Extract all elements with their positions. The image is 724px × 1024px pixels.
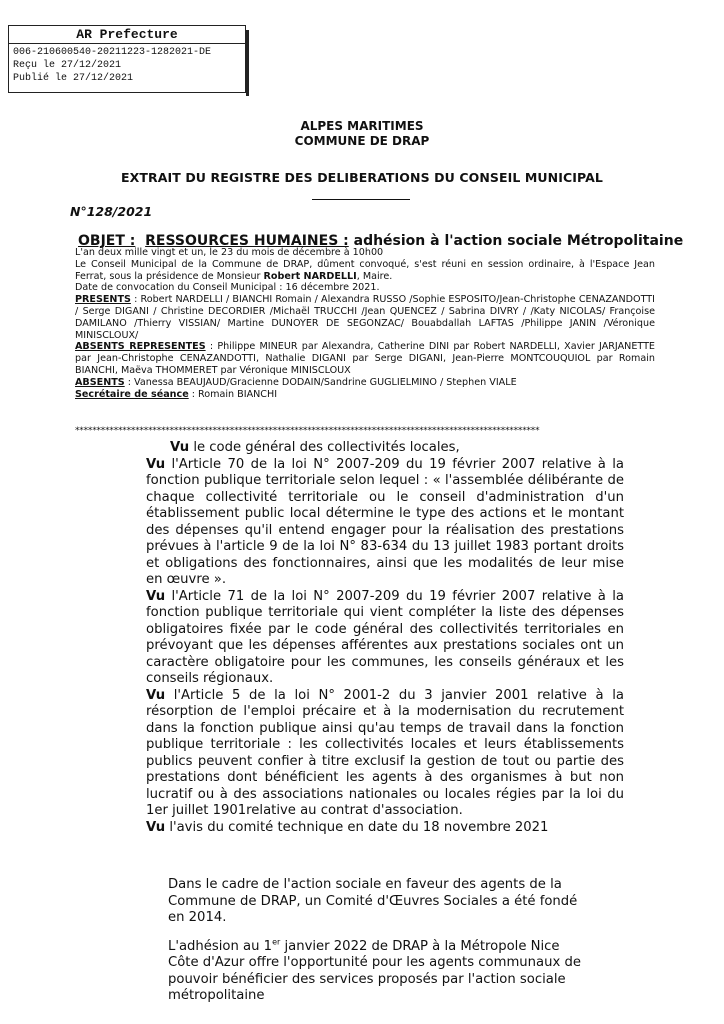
body-paragraphs: [168, 877, 592, 1017]
subject-theme: RESSOURCES HUMAINES :: [145, 233, 349, 249]
department-heading: ALPES MARITIMES: [300, 119, 424, 133]
absents-list: ABSENTS : Vanessa BEAUJAUD/Gracienne DODAIN/Sandrine GUGLIELMINO / Stephen VIALE: [75, 376, 517, 388]
document-title: EXTRAIT DU REGISTRE DES DELIBERATIONS DU CONSEIL MUNICIPAL: [121, 170, 603, 185]
paragraph-social-action: Dans le cadre de l'action sociale en faveur des agents de la Commune de DRAP, un Comité d'Œuvres Sociales a été fondé en 2014.: [168, 877, 578, 925]
subject-text: adhésion à l'action sociale Métropolitaine: [348, 233, 684, 249]
consideration-1: Vu le code général des collectivités locales,: [170, 440, 460, 455]
title-divider: [312, 199, 410, 200]
secretary-line: Secrétaire de séance : Romain BIANCHI: [75, 388, 278, 400]
considerations: [146, 440, 624, 836]
consideration-2: Vu l'Article 70 de la loi N° 2007-209 du 19 février 2007 relative à la fonction publique territoriale selon lequel : « l'assemblée délibérante de chaque collectivité territoriale ou le conseil d'administration d'un établissement public local détermine le type des actions et le montant des dépenses qu'il entend engager pour la réalisation des prestations prévues à l'article 9 de la loi N° 83-634 du 13 juillet 1983 portant droits et obligations des fonctionnaires, ainsi que les modalités de leur mise en œuvre ».: [146, 456, 624, 587]
represented-list: ABSENTS REPRESENTES : Philippe MINEUR par Alexandra, Catherine DINI par Robert NARDELLI, Xavier JARJANETTE par Jean-Christophe CENAZANDOTTI, Nathalie DIGANI par Serge DIGANI, Jean-Pierre MONTCOUQUIOL par Romain BIANCHI, Maëva THOMMERET par Véronique MINISCLOUX: [75, 341, 655, 376]
consideration-3: Vu l'Article 71 de la loi N° 2007-209 du 19 février 2007 relative à la fonction publique territoriale qui vient compléter la liste des dépenses obligatoires fixée par le code général des collectivités territoriales en prévoyant que les dépenses afférentes aux prestations sociales ont un caractère obligatoire pour les communes, les conseils généraux et les conseils régionaux.: [146, 588, 624, 686]
stamp-title: AR Prefecture: [9, 26, 245, 44]
separator-line: ************************************************************************************************************: [75, 426, 540, 436]
stamp-received-date: Reçu le 27/12/2021: [13, 60, 122, 71]
consideration-5: Vu l'avis du comité technique en date du 18 novembre 2021: [146, 819, 549, 835]
stamp-shadow: [246, 30, 249, 96]
convocation-date: Date de convocation du Conseil Municipal : 16 décembre 2021.: [75, 282, 380, 294]
stamp-reference: 006-210600540-20211223-1282021-DE: [13, 47, 212, 58]
presents-list: PRESENTS : Robert NARDELLI / BIANCHI Romain / Alexandra RUSSO /Sophie ESPOSITO/Jean-Christophe CENAZANDOTTI / Serge DIGANI / Christine DECORDIER /Michaël TRUCCHI /Jean QUENCEZ / Sabrina DIVRY / /Katy NICOLAS/ Françoise DAMILANO /Thierry VISSIAN/ Martine DUNOYER DE SEGONZAC/ Bouabdallah LAFTAS /Philippe JANIN /Véronique MINISCLOUX/: [75, 294, 655, 341]
mayor-name: Robert NARDELLI: [263, 270, 357, 282]
consideration-4: Vu l'Article 5 de la loi N° 2001-2 du 3 janvier 2001 relative à la résorption de l'emploi précaire et à la modernisation du recrutement dans la fonction publique ainsi qu'au temps de travail dans la fonction publique territoriale : les collectivités locales et leurs établissements publics peuvent confier à titre exclusif la gestion de tout ou partie des prestations dont bénéficient les agents à des organismes à but non lucratif ou à des associations nationales ou locales régies par la loi du 1er juillet 1901relative au contrat d'association.: [146, 687, 624, 818]
stamp-published-date: Publié le 27/12/2021: [13, 73, 134, 84]
meeting-session: Le Conseil Municipal de la Commune de DRAP, dûment convoqué, s'est réuni en session ordinaire, à l'Espace Jean Ferrat, sous la présidence de Monsieur Robert NARDELLI, Maire.: [75, 258, 655, 282]
deliberation-number: N°128/2021: [70, 204, 153, 219]
prefecture-stamp: [8, 25, 246, 93]
commune-heading: COMMUNE DE DRAP: [294, 134, 430, 148]
paragraph-adhesion: L'adhésion au 1er janvier 2022 de DRAP à la Métropole Nice Côte d'Azur offre l'opportunité pour les agents communaux de pouvoir bénéficier des services proposés par l'action sociale métropolitaine: [168, 937, 581, 1003]
meeting-date: L'an deux mille vingt et un, le 23 du mois de décembre à 10h00: [75, 247, 384, 258]
subject-label: OBJET :: [78, 233, 136, 249]
meeting-details: [75, 247, 655, 400]
